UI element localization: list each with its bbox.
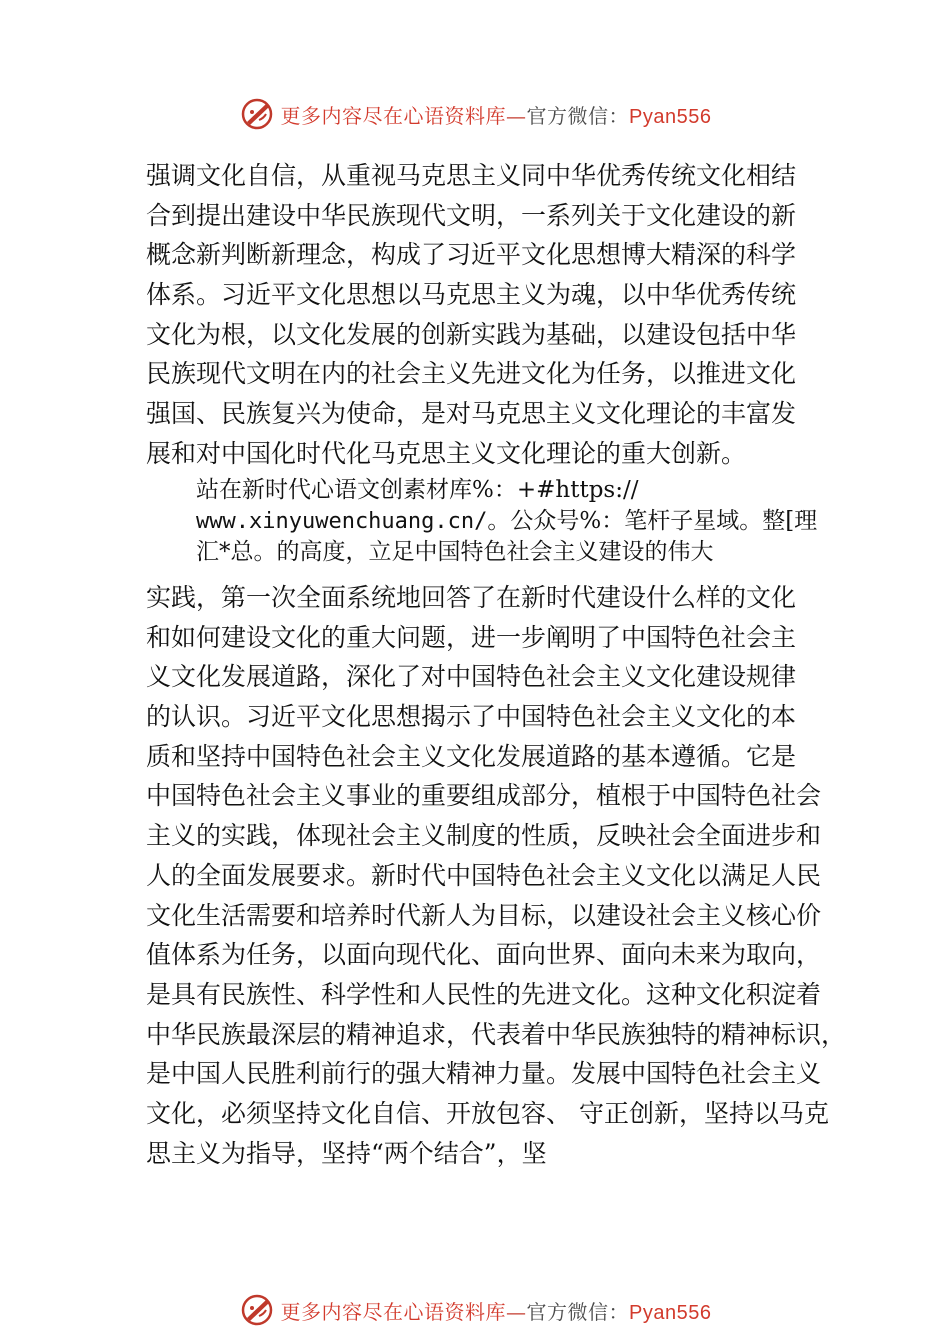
banner-contact-label: 官方微信： xyxy=(526,1299,630,1324)
text-line: 合到提出建设中华民族现代文明，一系列关于文化建设的新 xyxy=(146,200,797,230)
text-line: 义文化发展道路，深化了对中国特色社会主义文化建设规律 xyxy=(146,662,797,692)
header-banner xyxy=(0,94,950,134)
banner-separator: — xyxy=(506,1299,527,1324)
text-line: 展和对中国化时代化马克思主义文化理论的重大创新。 xyxy=(146,438,747,468)
text-line xyxy=(196,506,876,537)
text-line: 中华民族最深层的精神追求，代表着中华民族独特的精神标识， xyxy=(146,1019,847,1049)
text-line: 人的全面发展要求。新时代中国特色社会主义文化以满足人民 xyxy=(146,860,822,890)
banner-handle: Pyan556 xyxy=(629,105,712,128)
text-line: 概念新判断新理念，构成了习近平文化思想博大精深的科学 xyxy=(146,240,797,270)
text-line: 的认识。习近平文化思想揭示了中国特色社会主义文化的本 xyxy=(146,702,797,732)
banner-brand: 更多内容尽在心语资料库 xyxy=(280,1299,507,1324)
text-line: 思主义为指导，坚持“两个结合”，坚 xyxy=(146,1138,547,1168)
paragraph-1 xyxy=(146,156,846,474)
text-line: 实践，第一次全面系统地回答了在新时代建设什么样的文化 xyxy=(146,583,797,612)
paragraph-2 xyxy=(146,578,846,1173)
text-line: 是具有民族性、科学性和人民性的先进文化。这种文化积淀着 xyxy=(146,979,822,1009)
text-line: 中国特色社会主义事业的重要组成部分，植根于中国特色社会 xyxy=(146,781,822,811)
text-line: 文化生活需要和培养时代新人为目标，以建设社会主义核心价 xyxy=(146,900,822,930)
text-line: 值体系为任务，以面向现代化、面向世界、面向未来为取向， xyxy=(146,940,822,970)
logo-icon xyxy=(239,96,275,132)
banner-contact-label: 官方微信： xyxy=(526,103,630,128)
text-line: 体系。习近平文化思想以马克思主义为魂，以中华优秀传统 xyxy=(146,280,797,310)
text-line: 质和坚持中国特色社会主义文化发展道路的基本遵循。它是 xyxy=(146,741,797,771)
text-line: 文化为根，以文化发展的创新实践为基础，以建设包括中华 xyxy=(146,319,797,349)
text-line: 强调文化自信，从重视马克思主义同中华优秀传统文化相结 xyxy=(146,161,797,190)
text-fragment: 。公众号%：笔杆子星域。整[理 xyxy=(487,508,818,534)
text-line: 主义的实践，体现社会主义制度的性质，反映社会全面进步和 xyxy=(146,821,822,851)
text-line: 汇*总。的高度，立足中国特色社会主义建设的伟大 xyxy=(196,539,714,565)
text-line: 是中国人民胜利前行的强大精神力量。发展中国特色社会主义 xyxy=(146,1059,822,1089)
text-line: 文化，必须坚持文化自信、开放包容、 守正创新，坚持以马克 xyxy=(146,1098,829,1128)
text-line: 站在新时代心语文创素材库%：+#https:// xyxy=(196,477,639,503)
url-text: www.xinyuwenchuang.cn/ xyxy=(196,509,488,534)
banner-separator: — xyxy=(506,103,527,128)
footer-banner xyxy=(0,1290,950,1330)
indented-block xyxy=(196,475,876,568)
banner-brand: 更多内容尽在心语资料库 xyxy=(280,103,507,128)
banner-handle: Pyan556 xyxy=(629,1301,712,1324)
text-line: 强国、民族复兴为使命，是对马克思主义文化理论的丰富发 xyxy=(146,399,797,429)
banner-text xyxy=(281,1296,712,1325)
logo-icon xyxy=(239,1292,275,1328)
text-line: 民族现代文明在内的社会主义先进文化为任务，以推进文化 xyxy=(146,359,797,389)
text-line: 和如何建设文化的重大问题，进一步阐明了中国特色社会主 xyxy=(146,622,797,652)
banner-text xyxy=(281,100,712,129)
